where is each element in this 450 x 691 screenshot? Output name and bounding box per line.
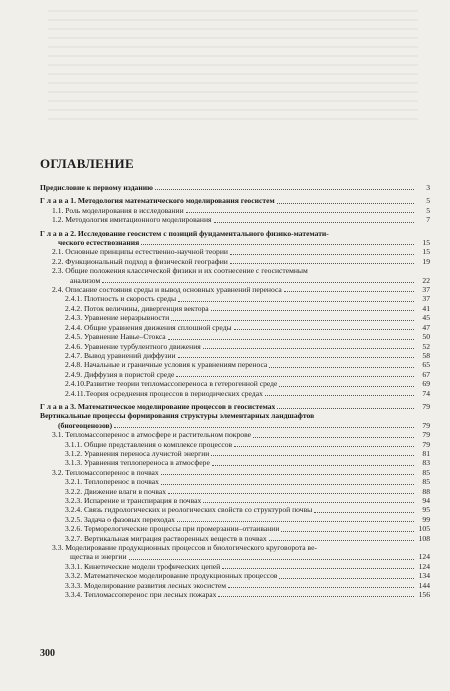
toc-entry [40, 257, 430, 266]
toc-entry [40, 285, 430, 294]
toc-entry [40, 196, 430, 205]
toc-entry [40, 581, 430, 590]
toc-entry-title-continuation: ческого естествознания [58, 238, 140, 248]
dot-leader [234, 329, 414, 330]
toc-entry [40, 411, 430, 420]
dot-leader [155, 189, 414, 190]
dot-leader [281, 531, 414, 532]
toc-entry [40, 360, 430, 369]
toc-entry-title-continuation: (биогеоценозов) [58, 420, 113, 430]
toc-entry-title: 3.2.1. Теплоперенос в почвах [65, 477, 159, 487]
toc-entry-title: Предисловие к первому изданию [40, 183, 153, 192]
toc-entry-page: 81 [422, 448, 430, 458]
toc-entry-title: 2.4.2. Поток величины, дивергенция вектора [65, 303, 209, 313]
toc-entry [40, 440, 430, 449]
dot-leader [178, 301, 414, 302]
dot-leader [222, 568, 414, 569]
toc-entry [40, 534, 430, 543]
toc-entry-title: 3.1.1. Общие представления о комплексе процессов [65, 439, 233, 449]
toc-entry-continuation [40, 238, 430, 247]
toc-entry [40, 323, 430, 332]
toc-entry-page: 50 [422, 332, 430, 342]
toc-entry [40, 458, 430, 467]
dot-leader [129, 559, 414, 560]
dot-leader [114, 427, 414, 428]
toc-entry-title-continuation: анализом [70, 275, 101, 285]
toc-entry [40, 351, 430, 360]
toc-entry-title: 3.2.6. Терморелогические процессы при промерзании–оттаивании [65, 524, 280, 534]
toc-entry-page: 79 [422, 420, 430, 430]
toc-entry-page: 105 [418, 524, 430, 534]
toc-entry-title: 3.1. Тепломассоперенос в атмосфере и растительном покрове [52, 430, 251, 440]
toc-entry-page: 85 [422, 477, 430, 487]
toc-entry [40, 266, 430, 275]
toc-entry-page: 95 [422, 505, 430, 515]
dot-leader [277, 203, 414, 204]
toc-entry-page: 83 [422, 458, 430, 468]
toc-entry-page: 99 [422, 514, 430, 524]
toc-entry-continuation [40, 421, 430, 430]
show-through-text [48, 10, 418, 122]
table-of-contents [40, 183, 430, 599]
toc-entry-title: 2.4. Описание состояния среды и вывод основных уравнений переноса [52, 285, 282, 295]
toc-entry-title: 2.4.7. Вывод уравнений диффузии [65, 350, 176, 360]
dot-leader [176, 376, 414, 377]
toc-entry-title: 3.3.1. Кинетические модели трофических цепей [65, 561, 221, 571]
toc-entry-page: 69 [422, 379, 430, 389]
toc-entry-title: Г л а в а 2. Исследование геосистем с позиций фундаментального физико-математи- [40, 228, 329, 238]
toc-entry [40, 215, 430, 224]
toc-entry [40, 477, 430, 486]
toc-entry [40, 247, 430, 256]
toc-entry-page: 79 [422, 439, 430, 449]
toc-entry-title: 2.4.3. Уравнение неразрывности [65, 313, 170, 323]
toc-entry-page: 52 [422, 341, 430, 351]
toc-entry-title: 3.3.2. Математическое моделирование продукционных процессов [65, 571, 278, 581]
dot-leader [230, 254, 414, 255]
dot-leader [214, 222, 414, 223]
toc-entry-page: 124 [418, 552, 430, 562]
toc-entry-title: 3.2. Тепломассоперенос в почвах [52, 467, 159, 477]
toc-entry-title: Г л а в а 1. Методология математического моделирования геосистем [40, 196, 275, 206]
dot-leader [177, 521, 414, 522]
toc-entry-page: 156 [418, 590, 430, 600]
toc-entry-title: 2.3. Общие положения классической физики и их соотнесение с геосистемным [52, 266, 308, 276]
toc-entry [40, 229, 430, 238]
toc-entry-title: 2.4.6. Уравнение турбулентного движения [65, 341, 201, 351]
toc-entry-page: 37 [422, 294, 430, 304]
dot-leader [102, 282, 414, 283]
toc-entry-page: 144 [418, 580, 430, 590]
toc-entry-title: 3.3. Моделирование продукционных процессов и биологического круговорота ве- [52, 543, 317, 553]
toc-entry-page: 79 [422, 430, 430, 440]
toc-entry-title: 1.2. Методология имитационного моделирования [52, 215, 212, 225]
toc-entry-page: 41 [422, 303, 430, 313]
toc-entry-title: 2.1. Основные принципы естественно-научной теории [52, 247, 228, 257]
toc-entry-page: 7 [426, 215, 430, 225]
dot-leader [186, 212, 414, 213]
toc-entry-title: 3.2.3. Испарение и транспирация в почвах [65, 496, 202, 505]
dot-leader [203, 348, 414, 349]
toc-entry-page: 15 [422, 247, 430, 257]
toc-entry-page: 47 [422, 322, 430, 332]
toc-entry [40, 505, 430, 514]
toc-entry [40, 313, 430, 322]
toc-entry-page: 65 [422, 360, 430, 370]
toc-entry-page: 5 [426, 205, 430, 215]
toc-entry [40, 562, 430, 571]
toc-entry-page: 74 [422, 388, 430, 398]
toc-entry-page: 79 [422, 401, 430, 411]
toc-entry [40, 206, 430, 215]
dot-leader [218, 596, 414, 597]
dot-leader [269, 367, 414, 368]
dot-leader [228, 587, 414, 588]
dot-leader [203, 502, 414, 503]
toc-entry-title: 2.4.11.Теория осреднения процессов в периодических средах [65, 388, 263, 398]
dot-leader [234, 446, 414, 447]
toc-entry-page: 3 [426, 183, 430, 192]
toc-entry-page: 15 [422, 238, 430, 248]
toc-entry [40, 524, 430, 533]
toc-entry-title-continuation: щества и энергии [70, 552, 127, 562]
toc-entry-page: 22 [422, 275, 430, 285]
toc-entry-title: 3.3.4. Тепломассоперенос при лесных пожарах [65, 590, 217, 600]
toc-entry-title: 1.1. Роль моделирования в исследовании [52, 205, 184, 215]
toc-entry-title: 2.4.4. Общие уравнения движения сплошной среды [65, 322, 232, 332]
toc-entry-page: 94 [422, 496, 430, 505]
toc-entry-page: 5 [426, 196, 430, 206]
toc-entry [40, 183, 430, 192]
toc-entry-title: 2.4.9. Диффузия в пористой среде [65, 369, 175, 379]
toc-entry-page: 19 [422, 256, 430, 266]
toc-entry-title: 2.4.5. Уравнение Навье–Стокса [65, 332, 166, 342]
toc-entry [40, 515, 430, 524]
toc-entry [40, 430, 430, 439]
toc-entry [40, 342, 430, 351]
toc-entry-page: 58 [422, 350, 430, 360]
toc-entry [40, 590, 430, 599]
toc-entry-page: 45 [422, 313, 430, 323]
toc-entry-title: 3.2.5. Задача о фазовых переходах [65, 514, 175, 524]
toc-entry [40, 468, 430, 477]
dot-leader [178, 357, 414, 358]
page-title: ОГЛАВЛЕНИЕ [40, 156, 134, 171]
toc-entry [40, 487, 430, 496]
toc-entry-page: 67 [422, 369, 430, 379]
dot-leader [253, 437, 414, 438]
toc-entry-title: 3.2.4. Связь гидрологических и реологических свойств со структурой почвы [65, 505, 313, 515]
toc-entry-page: 88 [422, 486, 430, 496]
dot-leader [212, 465, 414, 466]
toc-entry-title: Г л а в а 3. Математическое моделирование процессов в геосистемах [40, 401, 276, 411]
toc-entry [40, 571, 430, 580]
toc-entry [40, 402, 430, 411]
toc-entry-title: 3.3.3. Моделирование развития лесных экосистем [65, 580, 227, 590]
toc-entry [40, 389, 430, 398]
dot-leader [141, 244, 414, 245]
dot-leader [211, 310, 414, 311]
toc-entry-title: 3.1.3. Уравнения теплопереноса в атмосфере [65, 458, 210, 468]
dot-leader [230, 263, 414, 264]
toc-entry-title: 3.1.2. Уравнения переноса лучистой энергии [65, 448, 210, 458]
toc-entry-title: 2.4.8. Начальные и граничные условия к уравнениям переноса [65, 360, 268, 370]
dot-leader [284, 291, 414, 292]
dot-leader [168, 339, 414, 340]
toc-entry-page: 37 [422, 285, 430, 295]
toc-entry-page: 124 [418, 561, 430, 571]
toc-entry [40, 449, 430, 458]
dot-leader [277, 408, 414, 409]
toc-entry [40, 370, 430, 379]
dot-leader [314, 512, 414, 513]
toc-entry [40, 379, 430, 388]
toc-entry-title: 3.2.7. Вертикальная миграция растворенных веществ в почвах [65, 533, 267, 543]
dot-leader [279, 578, 414, 579]
toc-entry-page: 85 [422, 467, 430, 477]
dot-leader [161, 474, 414, 475]
toc-entry [40, 294, 430, 303]
dot-leader [279, 386, 414, 387]
toc-entry-title: Вертикальные процессы формирования структуры элементарных ландшафтов [40, 411, 315, 421]
toc-entry-page: 134 [418, 571, 430, 581]
toc-entry-title: 2.2. Функциональный подход в физической географии [52, 256, 228, 266]
dot-leader [161, 484, 414, 485]
dot-leader [265, 395, 414, 396]
toc-entry [40, 332, 430, 341]
toc-entry [40, 496, 430, 505]
toc-entry-continuation [40, 276, 430, 285]
dot-leader [211, 455, 414, 456]
dot-leader [171, 320, 414, 321]
dot-leader [168, 493, 414, 494]
toc-entry-page: 108 [418, 533, 430, 543]
page-number: 300 [40, 648, 55, 659]
toc-entry [40, 543, 430, 552]
toc-entry-title: 2.4.10.Развитие теории тепломассопереноса в гетерогенной среде [65, 379, 278, 389]
dot-leader [269, 540, 414, 541]
toc-entry-continuation [40, 552, 430, 561]
toc-entry [40, 304, 430, 313]
toc-entry-title: 3.2.2. Движение влаги в почвах [65, 486, 167, 496]
toc-entry-title: 2.4.1. Плотность и скорость среды [65, 294, 177, 304]
